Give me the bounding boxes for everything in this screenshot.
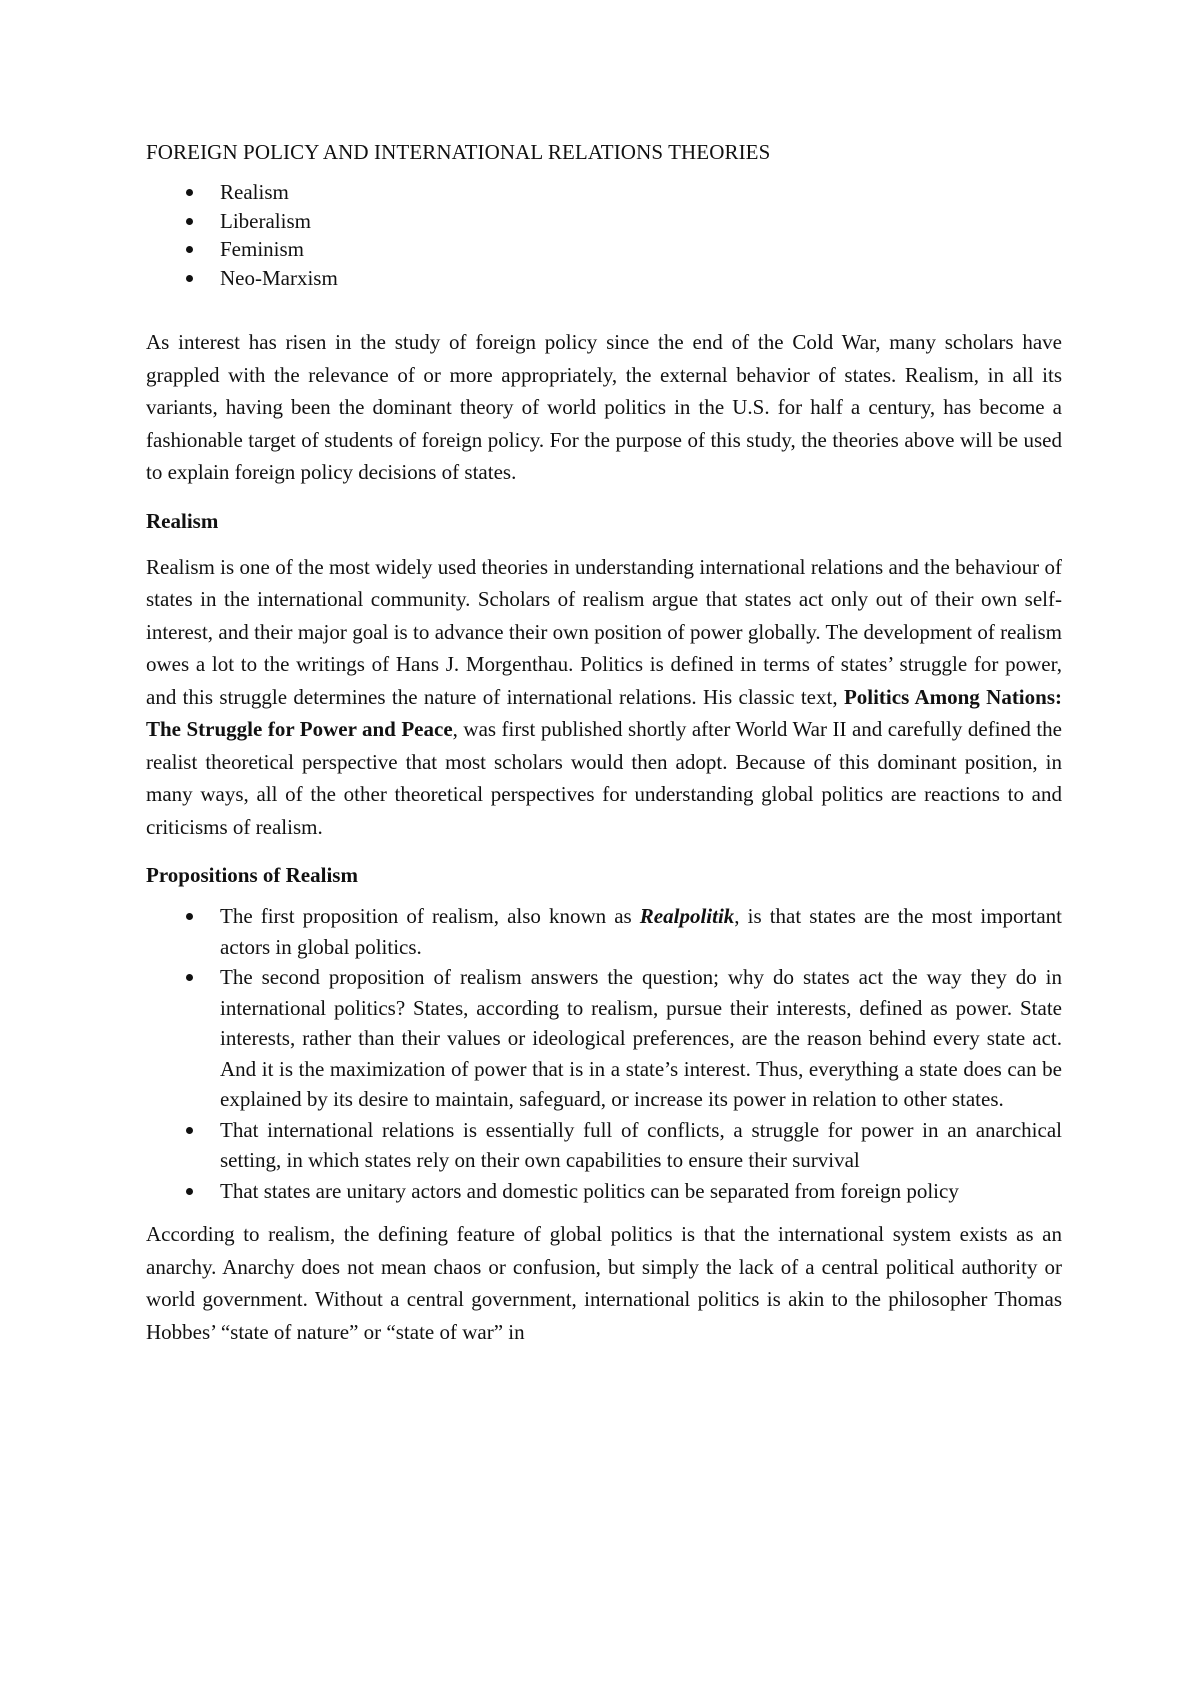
bullet-icon <box>186 275 193 282</box>
bullet-icon <box>186 218 193 225</box>
list-item <box>146 207 1062 236</box>
proposition-text: The second proposition of realism answers the question; why do states act the way they do in international politics? States, according to realism, pursue their interests, defined as power. State interests, rather than their values or ideological preferences, are the reason behind every state act. And it is the maximization of power that is in a state’s interest. Thus, everything a state does can be explained by its desire to maintain, safeguard, or increase its power in relation to other states. <box>220 965 1062 1111</box>
realism-heading: Realism <box>146 508 219 533</box>
propositions-heading: Propositions of Realism <box>146 863 358 887</box>
theory-label: Realism <box>220 180 289 204</box>
bullet-icon <box>186 974 193 981</box>
list-item <box>146 962 1062 1115</box>
book-title: Politics Among Nations: The Struggle for Power and Peace <box>146 684 1062 741</box>
realism-text-a: Realism is one of the most widely used theories in understanding international relations and the behaviour of states in the international community. Scholars of realism argue that states act only out of their own self-interest, and their major goal is to advance their own position of power globally. The development of realism owes a lot to the writings of Hans J. Morgenthau. Politics is defined in terms of states’ struggle for power, and this struggle determines the nature of international relations. His classic text, <box>146 554 1062 709</box>
list-item <box>146 901 1062 962</box>
realism-paragraph <box>146 551 1062 844</box>
bullet-icon <box>186 246 193 253</box>
proposition-text: That states are unitary actors and domestic politics can be separated from foreign policy <box>220 1178 959 1203</box>
proposition-text-a: The first proposition of realism, also known as <box>220 904 640 928</box>
proposition-text-b: , is that states are the most important actors in global politics. <box>220 904 1063 959</box>
theory-label: Feminism <box>220 237 305 261</box>
bullet-icon <box>186 189 193 196</box>
theory-label: Liberalism <box>220 208 311 233</box>
list-item <box>146 1176 1062 1207</box>
bullet-icon <box>186 1127 193 1134</box>
bullet-icon <box>186 1188 193 1195</box>
propositions-list <box>146 901 1062 1206</box>
realism-text-b: , was first published shortly after World War II and carefully defined the realist theoretical perspective that most scholars would then adopt. Because of this dominant position, in many ways, all of the other theoretical perspectives for understanding global politics are reactions to and criticisms of realism. <box>146 717 1062 839</box>
anarchy-paragraph: According to realism, the defining feature of global politics is that the international system exists as an anarchy. Anarchy does not mean chaos or confusion, but simply the lack of a central political authority or world government. Without a central government, international politics is akin to the philosopher Thomas Hobbes’ “state of nature” or “state of war” in <box>146 1222 1062 1344</box>
intro-paragraph: As interest has risen in the study of foreign policy since the end of the Cold War, many scholars have grappled with the relevance of or more appropriately, the external behavior of states. Realism, in all its variants, having been the dominant theory of world politics in the U.S. for half a century, has become a fashionable target of students of foreign policy. For the purpose of this study, the theories above will be used to explain foreign policy decisions of states. <box>146 330 1062 484</box>
theories-list <box>146 178 1062 292</box>
list-item <box>146 235 1062 264</box>
list-item <box>146 178 1062 207</box>
realpolitik-term: Realpolitik <box>639 904 735 928</box>
bullet-icon <box>186 913 193 920</box>
list-item <box>146 264 1062 293</box>
theory-label: Neo-Marxism <box>220 265 338 290</box>
proposition-text: That international relations is essentially full of conflicts, a struggle for power in an anarchical setting, in which states rely on their own capabilities to ensure their survival <box>220 1117 1062 1172</box>
document-title: FOREIGN POLICY AND INTERNATIONAL RELATIONS THEORIES <box>146 140 771 164</box>
list-item <box>146 1115 1062 1176</box>
